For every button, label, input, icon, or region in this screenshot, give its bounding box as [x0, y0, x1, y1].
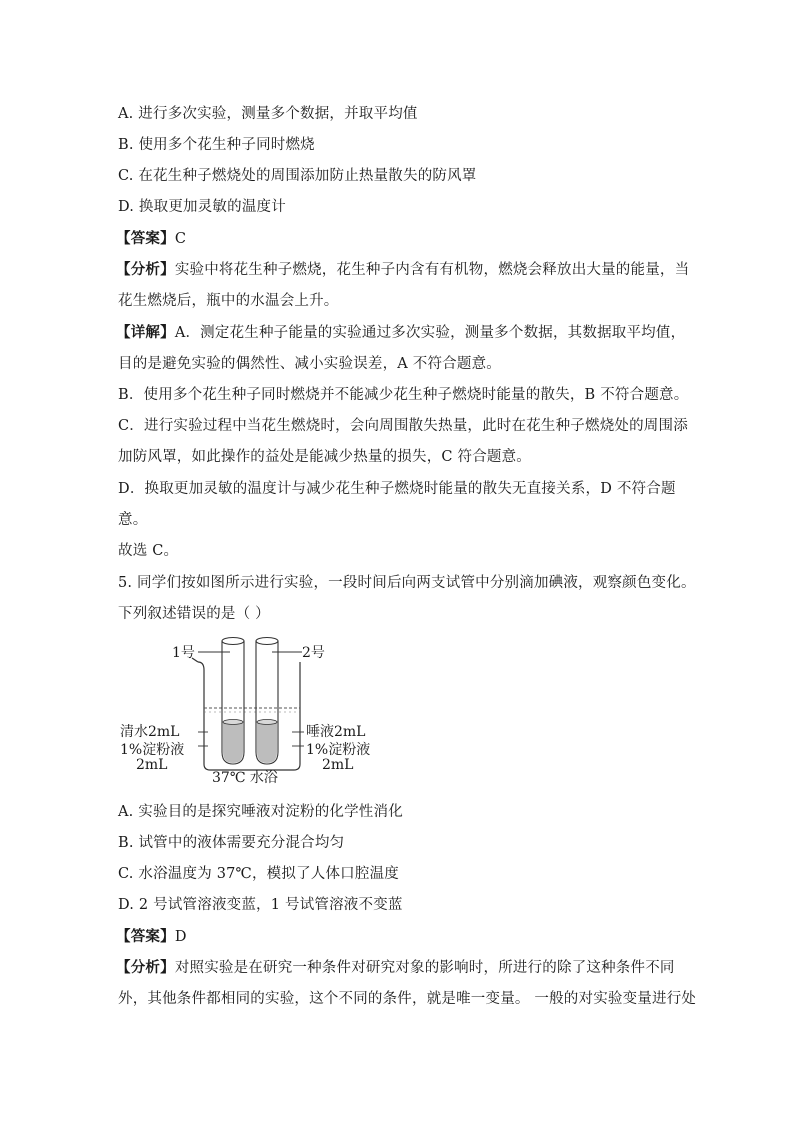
- q4-detail-line-3: B．使用多个花生种子同时燃烧并不能减少花生种子燃烧时能量的散失，B 不符合题意。: [118, 387, 689, 403]
- q5-option-d: D. 2 号试管溶液变蓝，1 号试管溶液不变蓝: [118, 897, 403, 913]
- q4-answer: [116, 227, 186, 248]
- q4-option-a: A. 进行多次实验，测量多个数据，并取平均值: [118, 106, 418, 122]
- q4-option-d: D. 换取更加灵敏的温度计: [118, 199, 286, 215]
- right-label-volume: 2mL: [322, 757, 354, 773]
- q5-answer: [116, 925, 187, 946]
- q5-analysis: [116, 956, 675, 977]
- answer-tag: 【答案】: [116, 230, 175, 247]
- left-label-volume: 2mL: [136, 757, 168, 773]
- tube-1-label: 1号: [172, 645, 195, 661]
- q5-stem-line-1: 5. 同学们按如图所示进行实验，一段时间后向两支试管中分别滴加碘液，观察颜色变化。: [118, 575, 696, 591]
- tube-1-liquid: [223, 722, 243, 763]
- q4-detail-line-6: D．换取更加灵敏的温度计与减少花生种子燃烧时能量的散失无直接关系，D 不符合题: [118, 481, 676, 497]
- q4-conclusion: 故选 C。: [118, 543, 179, 559]
- q4-analysis: [116, 258, 689, 279]
- analysis-tag: 【分析】: [116, 959, 175, 976]
- q4-option-b: B. 使用多个花生种子同时燃烧: [118, 137, 315, 153]
- q4-detail-line-7: 意。: [118, 512, 148, 528]
- q4-detail-line-5: 加防风罩，如此操作的益处是能减少热量的损失，C 符合题意。: [118, 449, 532, 465]
- right-label-saliva: 唾液2mL: [306, 724, 366, 740]
- tube-2-rim: [256, 638, 278, 645]
- q5-analysis-line-2: 外，其他条件都相同的实验，这个不同的条件，就是唯一变量。 一般的对实验变量进行处: [118, 991, 697, 1007]
- q4-analysis-line-2: 花生燃烧后，瓶中的水温会上升。: [118, 293, 339, 309]
- q4-detail-line-4: C．进行实验过程中当花生燃烧时，会向周围散失热量，此时在花生种子燃烧处的周围添: [118, 418, 688, 434]
- q4-detail-line-2: 目的是避免实验的偶然性、减小实验误差，A 不符合题意。: [118, 356, 501, 372]
- water-bath-label: 37℃ 水浴: [212, 770, 278, 786]
- left-label-starch: 1%淀粉液: [120, 742, 185, 758]
- tube-2-label: 2号: [302, 645, 325, 661]
- q5-stem-line-2: 下列叙述错误的是（ ）: [118, 606, 270, 622]
- q5-option-b: B. 试管中的液体需要充分混合均匀: [118, 835, 345, 851]
- analysis-text: 对照实验是在研究一种条件对研究对象的影响时，所进行的除了这种条件不同: [174, 960, 675, 976]
- detail-tag: 【详解】: [116, 324, 175, 341]
- q5-option-a: A. 实验目的是探究唾液对淀粉的化学性消化: [118, 804, 403, 820]
- answer-value: D: [174, 929, 187, 945]
- detail-text: A．测定花生种子能量的实验通过多次实验，测量多个数据，其数据取平均值，: [174, 325, 686, 341]
- q4-option-c: C. 在花生种子燃烧处的周围添加防止热量散失的防风罩: [118, 168, 477, 184]
- analysis-text: 实验中将花生种子燃烧，花生种子内含有有机物，燃烧会释放出大量的能量，当: [174, 262, 690, 278]
- answer-value: C: [174, 231, 187, 247]
- q5-option-c: C. 水浴温度为 37℃，模拟了人体口腔温度: [118, 866, 399, 882]
- q4-detail: [116, 321, 685, 342]
- tube-2-liquid: [257, 722, 277, 763]
- experiment-diagram: [112, 632, 402, 792]
- beaker: [198, 662, 300, 770]
- right-label-starch: 1%淀粉液: [306, 742, 371, 758]
- tube-1-rim: [222, 638, 244, 645]
- analysis-tag: 【分析】: [116, 261, 175, 278]
- answer-tag: 【答案】: [116, 928, 175, 945]
- left-label-water: 清水2mL: [120, 724, 180, 740]
